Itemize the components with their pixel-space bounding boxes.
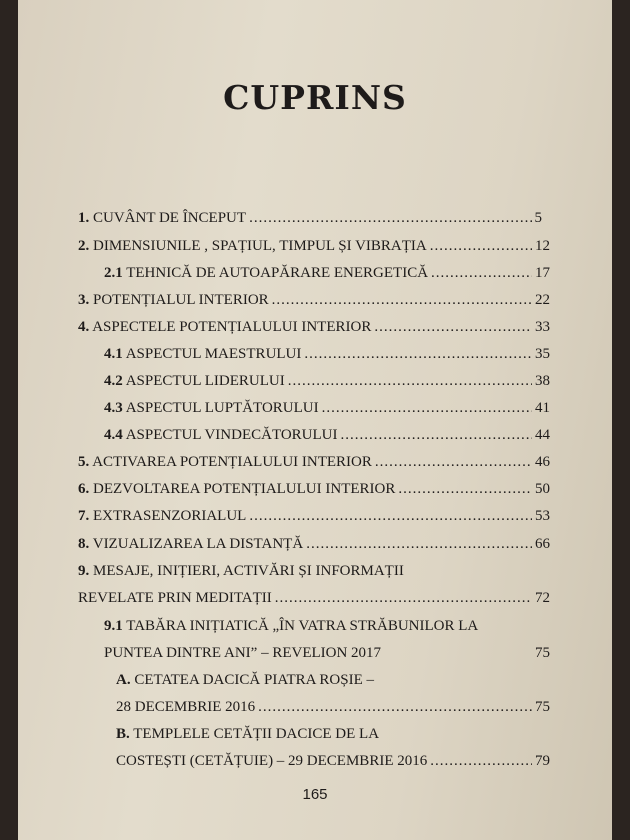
toc-entry-4-2 xyxy=(104,371,550,391)
toc-page: 75 xyxy=(535,699,550,715)
dot-leader xyxy=(249,208,531,228)
toc-number: 2. xyxy=(78,238,90,254)
toc-title: TEMPLELE CETĂȚII DACICE DE LA xyxy=(133,726,380,742)
toc-title: CUVÂNT DE ÎNCEPUT xyxy=(93,210,247,226)
toc-number: 5. xyxy=(78,454,90,470)
dot-leader xyxy=(288,371,532,391)
dot-leader xyxy=(341,425,533,445)
toc-entry-4-4 xyxy=(104,425,550,445)
toc-title: ASPECTUL LUPTĂTORULUI xyxy=(125,400,319,416)
dot-leader xyxy=(375,452,532,472)
toc-title: ACTIVAREA POTENȚIALULUI INTERIOR xyxy=(92,454,372,470)
toc-entry-9-line1 xyxy=(78,561,404,581)
toc-page: 35 xyxy=(535,346,550,362)
dot-leader xyxy=(304,344,532,364)
toc-page: 53 xyxy=(535,508,550,524)
toc-number: 9.1 xyxy=(104,618,123,634)
toc-title: CETATEA DACICĂ PIATRA ROȘIE – xyxy=(134,672,374,688)
toc-entry-5 xyxy=(78,452,550,472)
dot-leader xyxy=(430,236,532,256)
toc-entry-b-line2 xyxy=(116,751,550,771)
dot-leader xyxy=(249,506,532,526)
toc-entry-9-1-line1 xyxy=(104,616,478,636)
toc-entry-a-line2 xyxy=(116,697,550,717)
toc-number: 7. xyxy=(78,508,90,524)
toc-number: 8. xyxy=(78,536,90,552)
toc-number: 4.2 xyxy=(104,373,123,389)
dot-leader xyxy=(322,398,532,418)
dot-leader xyxy=(430,751,532,771)
dot-leader xyxy=(398,479,532,499)
toc-title: ASPECTUL MAESTRULUI xyxy=(125,346,302,362)
toc-title-cont: PUNTEA DINTRE ANI” – REVELION 2017 xyxy=(104,645,382,661)
book-page xyxy=(18,0,612,840)
page-title: CUPRINS xyxy=(223,78,407,117)
toc-title: ASPECTUL LIDERULUI xyxy=(125,373,285,389)
toc-entry-9-line2 xyxy=(78,588,550,608)
dot-leader xyxy=(275,588,532,608)
toc-title: MESAJE, INIȚIERI, ACTIVĂRI ȘI INFORMAȚII xyxy=(93,563,404,579)
toc-page: 5 xyxy=(534,210,542,226)
toc-entry-8 xyxy=(78,534,550,554)
toc-page: 22 xyxy=(535,292,550,308)
toc-entry-4 xyxy=(78,317,550,337)
toc-page: 17 xyxy=(535,265,550,281)
toc-entry-6 xyxy=(78,479,550,499)
toc-page: 66 xyxy=(535,536,550,552)
dot-leader xyxy=(431,263,532,283)
toc-title: DIMENSIUNILE , SPAȚIUL, TIMPUL ȘI VIBRAȚIA xyxy=(93,238,427,254)
toc-number: 6. xyxy=(78,481,90,497)
toc-title: ASPECTELE POTENȚIALULUI INTERIOR xyxy=(92,319,372,335)
toc-page: 44 xyxy=(535,427,550,443)
toc-entry-4-3 xyxy=(104,398,550,418)
toc-page: 46 xyxy=(535,454,550,470)
toc-entry-4-1 xyxy=(104,344,550,364)
toc-number: 9. xyxy=(78,563,90,579)
toc-number: 4.4 xyxy=(104,427,123,443)
toc-page: 41 xyxy=(535,400,550,416)
toc-title: EXTRASENZORIALUL xyxy=(93,508,247,524)
toc-entry-2 xyxy=(78,236,550,256)
toc-entry-1 xyxy=(78,208,542,228)
toc-page: 38 xyxy=(535,373,550,389)
toc-title: ASPECTUL VINDECĂTORULUI xyxy=(125,427,338,443)
toc-title-cont: COSTEȘTI (CETĂȚUIE) – 29 DECEMBRIE 2016 xyxy=(116,753,428,769)
toc-number: 4.3 xyxy=(104,400,123,416)
toc-page: 72 xyxy=(535,590,550,606)
toc-title-cont: REVELATE PRIN MEDITAȚII xyxy=(78,590,272,606)
toc-entry-9-1-line2 xyxy=(104,643,550,663)
toc-page: 50 xyxy=(535,481,550,497)
toc-title-cont: 28 DECEMBRIE 2016 xyxy=(116,699,256,715)
toc-title: TEHNICĂ DE AUTOAPĂRARE ENERGETICĂ xyxy=(126,265,429,281)
dot-leader xyxy=(306,534,532,554)
toc-page: 79 xyxy=(535,753,550,769)
toc-entry-b-line1 xyxy=(116,724,379,744)
toc-number: A. xyxy=(116,672,131,688)
toc-title: VIZUALIZAREA LA DISTANȚĂ xyxy=(92,536,304,552)
dot-leader xyxy=(374,317,532,337)
toc-number: 2.1 xyxy=(104,265,123,281)
page-number: 165 xyxy=(302,786,328,803)
toc-entry-3 xyxy=(78,290,550,310)
toc-number: 3. xyxy=(78,292,90,308)
toc-title: POTENȚIALUL INTERIOR xyxy=(93,292,269,308)
toc-page: 75 xyxy=(535,645,550,661)
toc-page: 12 xyxy=(535,238,550,254)
toc-number: 1. xyxy=(78,210,90,226)
dot-leader xyxy=(272,290,532,310)
toc-title: TABĂRA INIȚIATICĂ „ÎN VATRA STRĂBUNILOR LA xyxy=(126,618,479,634)
toc-title: DEZVOLTAREA POTENȚIALULUI INTERIOR xyxy=(93,481,396,497)
toc-page: 33 xyxy=(535,319,550,335)
toc-number: 4.1 xyxy=(104,346,123,362)
toc-entry-7 xyxy=(78,506,550,526)
toc-number: 4. xyxy=(78,319,90,335)
dot-leader xyxy=(258,697,532,717)
toc-entry-a-line1 xyxy=(116,670,374,690)
toc-entry-2-1 xyxy=(104,263,550,283)
toc-number: B. xyxy=(116,726,130,742)
